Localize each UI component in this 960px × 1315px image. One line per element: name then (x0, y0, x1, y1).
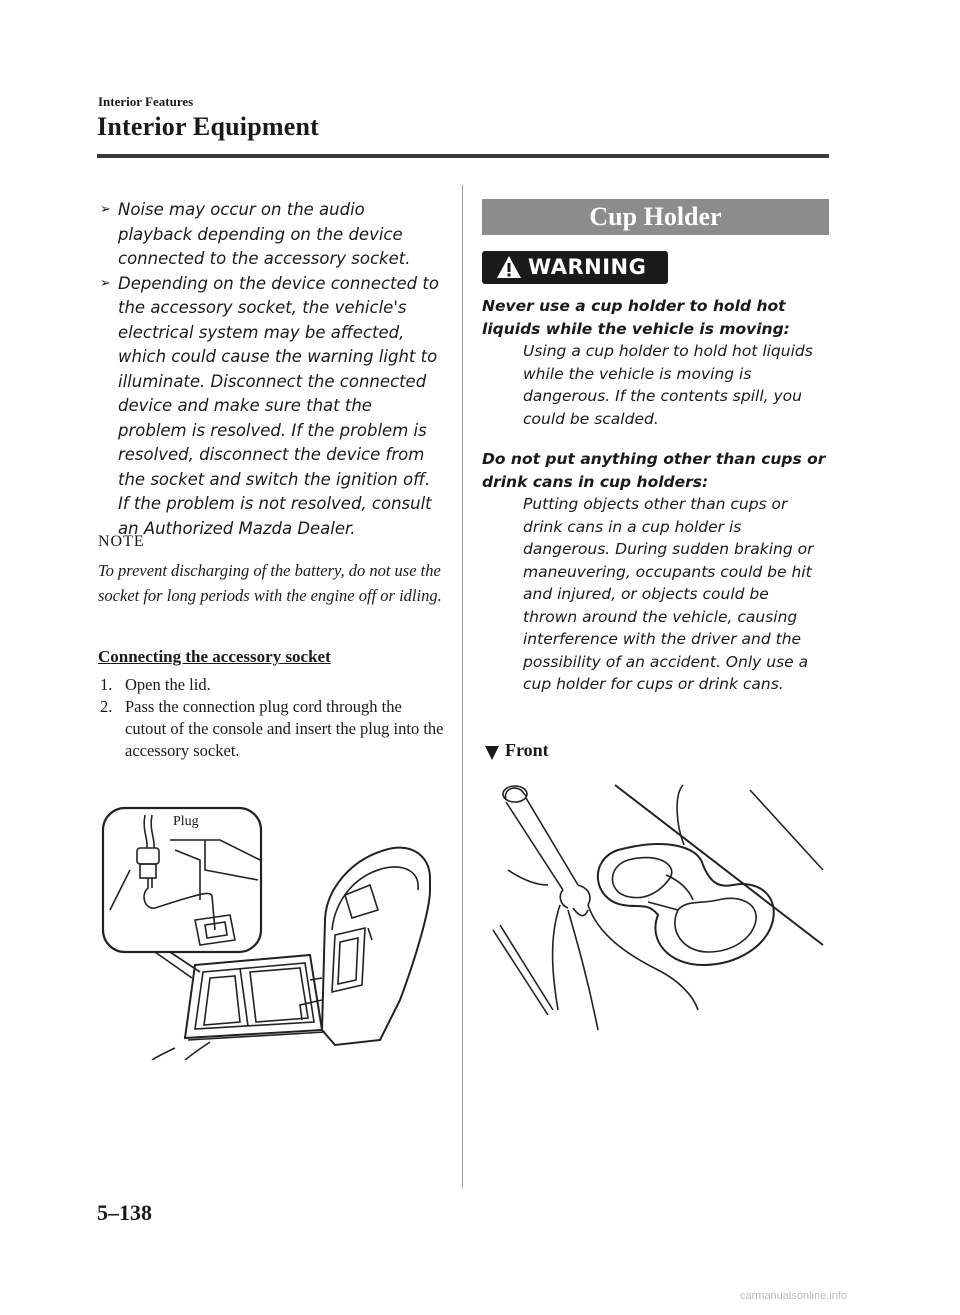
step-number: 1. (100, 675, 113, 694)
step-list (100, 674, 445, 762)
warning-heading: Do not put anything other than cups or drink cans in cup holders: (482, 450, 826, 491)
arrow-bullet-icon: ➢ (100, 275, 111, 291)
front-heading: Front (505, 740, 549, 760)
down-triangle-icon (484, 745, 500, 761)
warning-badge (482, 251, 668, 284)
plug-callout-label: Plug (173, 814, 199, 829)
page-title: Interior Equipment (97, 112, 319, 141)
warning-triangle-icon (496, 255, 522, 279)
note-item-text: Depending on the device connected to the accessory socket, the vehicle's electrical system may be affected, which could cause the warning light to illuminate. Disconnect the connected device and make sure that the problem is resolved. If the problem is resolved, disconnect the device from the socket and switch the ignition off. If the problem is not resolved, consult an Authorized Mazda Dealer. (118, 273, 439, 538)
warning-body: Putting objects other than cups or drink cans in a cup holder is dangerous. During sudden braking or maneuvering, occupants could be hit and injured, or objects could be thrown around the vehicle, causing interference with the driver and the possibility of an accident. Only use a cup holder for cups or drink cans. (523, 495, 814, 693)
subheading-connecting: Connecting the accessory socket (98, 647, 331, 666)
footer-watermark-url: carmanualsonline.info (740, 1290, 848, 1302)
page-number: 5–138 (97, 1200, 152, 1225)
title-rule (97, 154, 829, 158)
note-text: To prevent discharging of the battery, do not use the socket for long periods with the engine off or idling. (98, 561, 442, 605)
console-plug-illustration (100, 800, 440, 1060)
note-item (100, 272, 440, 542)
warning-item (482, 448, 827, 696)
column-divider (462, 185, 463, 1188)
warning-body: Using a cup holder to hold hot liquids while the vehicle is moving is dangerous. If the contents spill, you could be scalded. (523, 342, 813, 428)
caution-note-list (100, 198, 440, 541)
note-heading: NOTE (98, 533, 145, 550)
step-item (100, 696, 445, 762)
cup-holder-illustration (488, 770, 833, 1040)
step-item (100, 674, 445, 696)
section-label: Interior Features (98, 94, 194, 109)
warning-heading: Never use a cup holder to hold hot liquids while the vehicle is moving: (482, 297, 790, 338)
warning-item (482, 295, 827, 430)
note-item-text: Noise may occur on the audio playback depending on the device connected to the accessory socket. (118, 200, 411, 268)
warning-label: WARNING (528, 255, 647, 279)
note-item (100, 198, 440, 272)
arrow-bullet-icon: ➢ (100, 202, 111, 217)
step-text: Open the lid. (125, 675, 211, 694)
step-text: Pass the connection plug cord through the cutout of the console and insert the plug into the accessory socket. (125, 697, 444, 760)
section-banner: Cup Holder (482, 199, 829, 235)
step-number: 2. (100, 697, 113, 716)
